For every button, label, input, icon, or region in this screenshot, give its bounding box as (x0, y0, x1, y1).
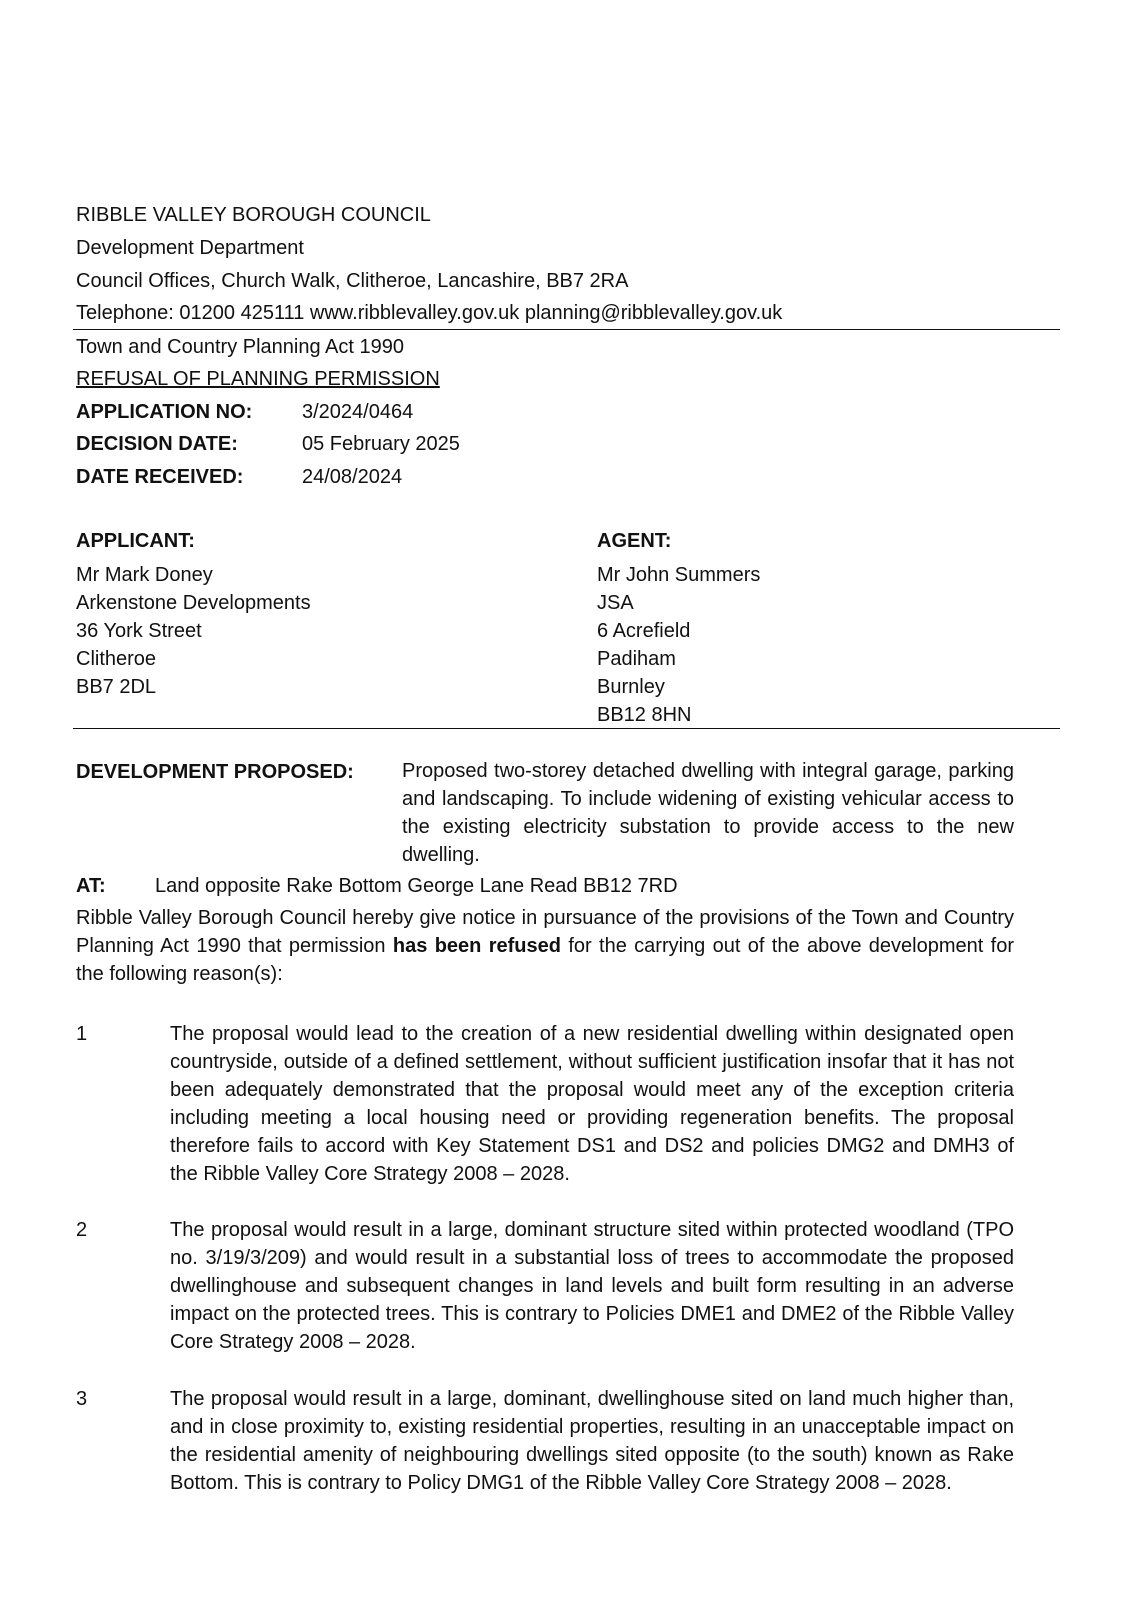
applicant-heading: APPLICANT: (76, 530, 195, 552)
agent-line: Mr John Summers (597, 564, 761, 586)
applicant-line: Clitheroe (76, 648, 157, 670)
department-name: Development Department (76, 237, 304, 259)
applicant-line: Mr Mark Doney (76, 564, 213, 586)
parties-divider (73, 728, 1060, 729)
applicant-line: Arkenstone Developments (76, 592, 311, 614)
site-label: AT: (76, 875, 106, 897)
decision-statement (76, 904, 1014, 988)
reason-number: 1 (76, 1023, 88, 1045)
applicant-line: 36 York Street (76, 620, 202, 642)
application-no-value: 3/2024/0464 (302, 401, 414, 423)
act-title: Town and Country Planning Act 1990 (76, 336, 404, 358)
date-received-value: 24/08/2024 (302, 466, 403, 488)
agent-line: JSA (597, 592, 634, 614)
agent-line: Padiham (597, 648, 676, 670)
agent-line: 6 Acrefield (597, 620, 691, 642)
header-divider (73, 329, 1060, 330)
agent-line: BB12 8HN (597, 704, 692, 726)
development-description: Proposed two-storey detached dwelling with integral garage, parking and landscaping. To include widening of existing vehicular access to the existing electricity substation to provide access to the new dwelling. (402, 760, 1014, 866)
reason-text: The proposal would lead to the creation of a new residential dwelling within designated open countryside, outside of a defined settlement, without sufficient justification insofar that it has not been adequately demonstrated that the proposal would meet any of the exception criteria including meeting a local housing need or providing regeneration benefits. The proposal therefore fails to accord with Key Statement DS1 and DS2 and policies DMG2 and DMH3 of the Ribble Valley Core Strategy 2008 – 2028. (170, 1023, 1014, 1185)
council-address: Council Offices, Church Walk, Clitheroe, Lancashire, BB7 2RA (76, 270, 629, 292)
contact-details: Telephone: 01200 425111 www.ribblevalley.gov.uk planning@ribblevalley.gov.uk (76, 302, 783, 324)
council-name: RIBBLE VALLEY BOROUGH COUNCIL (76, 204, 431, 226)
decision-emphasis: has been refused (392, 935, 561, 957)
application-no-label: APPLICATION NO: (76, 401, 253, 423)
agent-line: Burnley (597, 676, 665, 698)
reason-number: 2 (76, 1219, 88, 1241)
development-label: DEVELOPMENT PROPOSED: (76, 761, 354, 783)
date-received-label: DATE RECEIVED: (76, 466, 244, 488)
agent-heading: AGENT: (597, 530, 672, 552)
reason-number: 3 (76, 1388, 88, 1410)
notice-title: REFUSAL OF PLANNING PERMISSION (76, 368, 440, 390)
applicant-line: BB7 2DL (76, 676, 157, 698)
decision-text-before: Ribble Valley Borough Council hereby give notice in pursuance of the provisions of the Town and Country Planning Act 1990 that permission (76, 907, 1014, 957)
reason-text: The proposal would result in a large, dominant structure sited within protected woodland (TPO no. 3/19/3/209) and would result in a substantial loss of trees to accommodate the proposed dwellinghouse and subsequent changes in land levels and built form resulting in an adverse impact on the protected trees. This is contrary to Policies DME1 and DME2 of the Ribble Valley Core Strategy 2008 – 2028. (170, 1219, 1014, 1353)
decision-date-value: 05 February 2025 (302, 433, 460, 455)
site-address: Land opposite Rake Bottom George Lane Read BB12 7RD (155, 875, 678, 897)
applicant-block (76, 527, 311, 701)
reason-text: The proposal would result in a large, dominant, dwellinghouse sited on land much higher than, and in close proximity to, existing residential properties, resulting in an unacceptable impact on the residential amenity of neighbouring dwellings sited opposite (to the south) known as Rake Bottom. This is contrary to Policy DMG1 of the Ribble Valley Core Strategy 2008 – 2028. (170, 1388, 1014, 1494)
decision-text-after: for the carrying out of the above development for the following reason(s): (76, 935, 1014, 985)
decision-date-label: DECISION DATE: (76, 433, 238, 455)
agent-block (597, 527, 760, 729)
